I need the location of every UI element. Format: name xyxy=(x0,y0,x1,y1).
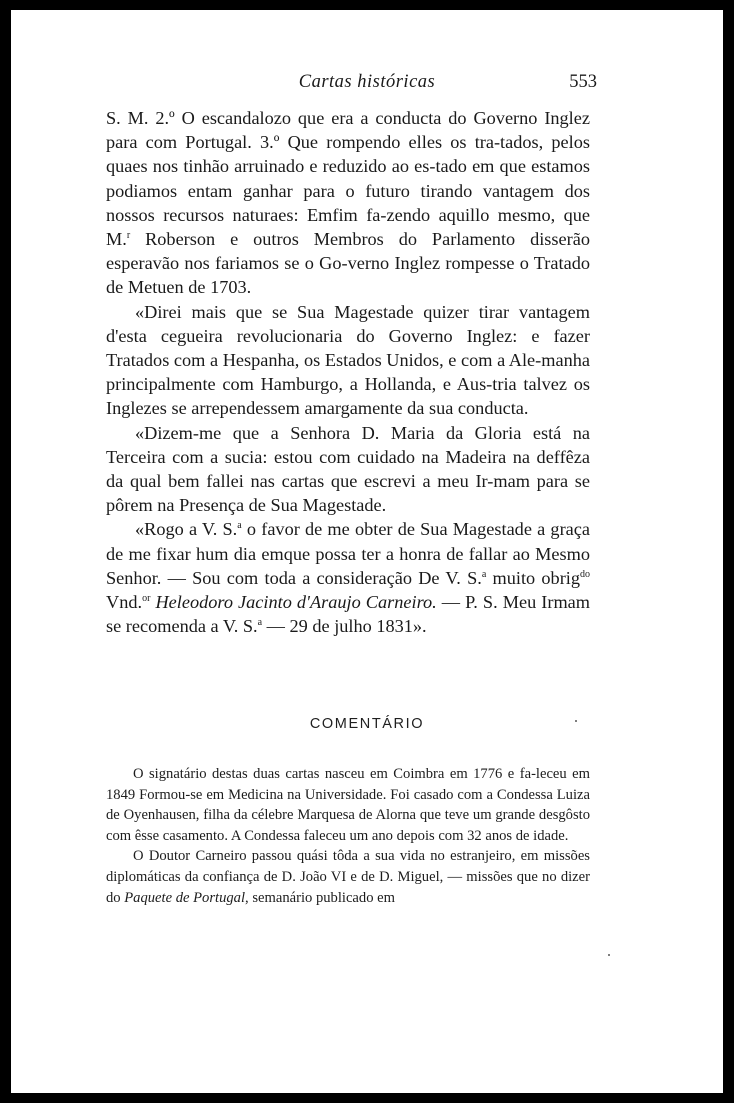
scan-speck xyxy=(575,720,577,722)
letter-text xyxy=(106,106,590,638)
commentary-paragraph-1: O signatário destas duas cartas nasceu em Coimbra em 1776 e fa-leceu em 1849 Formou-se em Medicina na Universidade. Foi casado com a Condessa Luiza de Oyenhausen, filha da célebre Marquesa de Alorna que teve um grande desgôsto com êsse casamento. A Condessa faleceu um ano depois com 32 anos de idade. xyxy=(106,766,590,844)
letter-paragraph-1: S. M. 2.º O escandalozo que era a conducta do Governo Inglez para com Portugal. 3.º Que rompendo elles os tra-tados, pelos quaes nos tinhão arruinado e reduzido ao es-tado em que estamos podiamos entam ganhar para o futuro tirando vantagem dos nossos recursos naturaes: Emfim fa-zendo aquillo mesmo, que M.$^r$ Roberson e outros Membros do Parlamento disserão esperavão nos fariamos se o Go-verno Inglez rompesse o Tratado de Metuen de 1703. xyxy=(106,108,590,298)
letter-paragraph-4: «Rogo a V. S.$^a$ o favor de me obter de Sua Magestade a graça de me fixar hum dia emque possa ter a honra de fallar ao Mesmo Senhor. — Sou com toda a consideração De V. S.$^a$ muito obrig$^{do}$ Vnd.$^{or}$ Heleodoro Jacinto d'Araujo Carneiro. — P. S. Meu Irmam se recomenda a V. S.$^a$ — 29 de julho 1831». xyxy=(106,519,590,637)
letter-paragraph-2: «Direi mais que se Sua Magestade quizer tirar vantagem d'esta cegueira revolucionaria do Governo Inglez: e fazer Tratados com a Hespanha, os Estados Unidos, e com a Ale-manha principalmente com Hamburgo, a Hollanda, e Aus-tria talvez os Inglezes se arrependessem amargamente da sua conducta. xyxy=(106,301,590,419)
running-title: Cartas históricas xyxy=(298,72,436,92)
section-heading: COMENTÁRIO xyxy=(309,716,425,732)
commentary-text xyxy=(106,764,590,908)
signature-name: Heleodoro Jacinto d'Araujo Carneiro. xyxy=(155,592,437,613)
page-header xyxy=(11,72,723,100)
book-page xyxy=(11,10,723,1093)
scan-speck xyxy=(608,954,610,956)
periodical-title: Paquete de Portugal xyxy=(124,889,246,906)
page-number: 553 xyxy=(569,72,597,92)
commentary-paragraph-2: O Doutor Carneiro passou quási tôda a sua vida no estranjeiro, em missões diplomáticas da confiança de D. João VI e de D. Miguel, — missões que no dizer do Paquete de Portugal, semanário publicado em xyxy=(106,848,590,906)
letter-paragraph-3: «Dizem-me que a Senhora D. Maria da Gloria está na Terceira com a sucia: estou com cuidado na Madeira na deffêza da qual bem fallei nas cartas que escrevi a meu Ir-mam para se pôrem na Presença de Sua Magestade. xyxy=(106,422,590,516)
